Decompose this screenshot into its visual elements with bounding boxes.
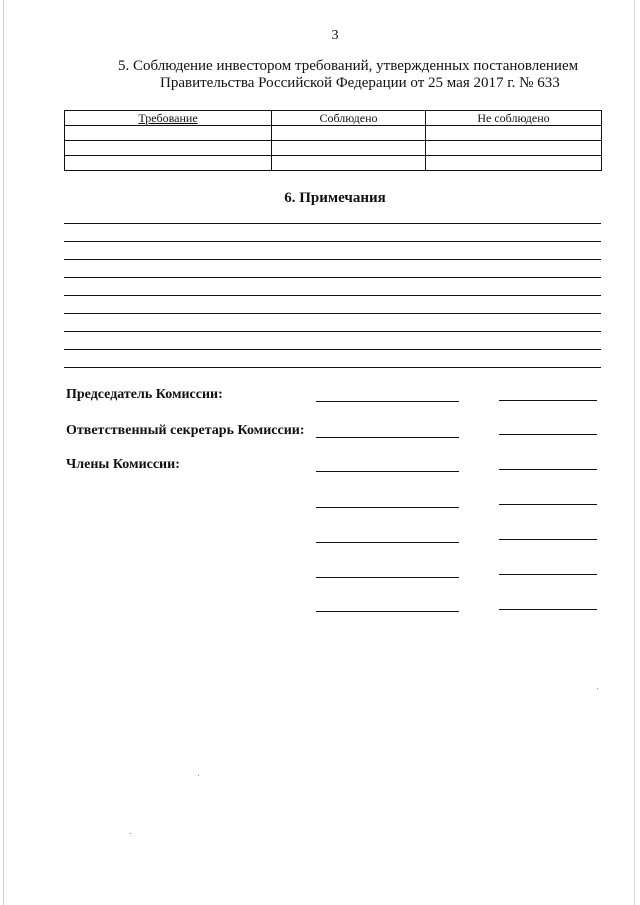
notes-line[interactable] bbox=[64, 295, 601, 296]
member-name-line[interactable] bbox=[499, 574, 597, 575]
member-signature-line[interactable] bbox=[316, 471, 459, 472]
table-cell[interactable] bbox=[426, 156, 602, 171]
table-cell[interactable] bbox=[426, 126, 602, 141]
table-header-row bbox=[65, 111, 602, 126]
table-cell[interactable] bbox=[65, 126, 272, 141]
notes-line[interactable] bbox=[64, 313, 601, 314]
notes-line[interactable] bbox=[64, 277, 601, 278]
page-edge-right bbox=[634, 0, 635, 905]
header-not-complied: Не соблюдено bbox=[426, 111, 602, 126]
section5-title-line1: 5. Соблюдение инвестором требований, утвержденных постановлением bbox=[118, 58, 579, 74]
section5-heading bbox=[118, 58, 578, 92]
section6-heading: 6. Примечания bbox=[284, 190, 386, 206]
table-row bbox=[65, 126, 602, 141]
requirements-table bbox=[64, 110, 602, 171]
table-cell[interactable] bbox=[65, 141, 272, 156]
scan-speck bbox=[597, 688, 598, 689]
member-name-line[interactable] bbox=[499, 504, 597, 505]
member-signature-line[interactable] bbox=[316, 542, 459, 543]
table-cell[interactable] bbox=[65, 156, 272, 171]
table-cell[interactable] bbox=[272, 156, 426, 171]
table-cell[interactable] bbox=[426, 141, 602, 156]
notes-line[interactable] bbox=[64, 331, 601, 332]
chairman-label: Председатель Комиссии: bbox=[66, 387, 223, 402]
members-label: Члены Комиссии: bbox=[66, 457, 180, 472]
member-name-line[interactable] bbox=[499, 609, 597, 610]
secretary-name-line[interactable] bbox=[499, 434, 597, 435]
scan-speck bbox=[130, 833, 131, 834]
table-row bbox=[65, 156, 602, 171]
member-signature-line[interactable] bbox=[316, 577, 459, 578]
secretary-signature-line[interactable] bbox=[316, 437, 459, 438]
member-name-line[interactable] bbox=[499, 469, 597, 470]
notes-line[interactable] bbox=[64, 259, 601, 260]
section5-title-line2: Правительства Российской Федерации от 25 мая 2017 г. № 633 bbox=[160, 75, 560, 91]
chairman-signature-line[interactable] bbox=[316, 401, 459, 402]
scan-speck bbox=[198, 775, 199, 776]
member-signature-line[interactable] bbox=[316, 507, 459, 508]
header-complied: Соблюдено bbox=[272, 111, 426, 126]
table-row bbox=[65, 141, 602, 156]
notes-line[interactable] bbox=[64, 223, 601, 224]
page-edge-left bbox=[3, 0, 4, 905]
header-requirement: Требование bbox=[65, 111, 272, 126]
notes-line[interactable] bbox=[64, 241, 601, 242]
table-cell[interactable] bbox=[272, 126, 426, 141]
member-name-line[interactable] bbox=[499, 539, 597, 540]
notes-line[interactable] bbox=[64, 349, 601, 350]
notes-line[interactable] bbox=[64, 367, 601, 368]
secretary-label: Ответственный секретарь Комиссии: bbox=[66, 423, 305, 438]
table-cell[interactable] bbox=[272, 141, 426, 156]
chairman-name-line[interactable] bbox=[499, 400, 597, 401]
page-number: 3 bbox=[331, 28, 339, 43]
member-signature-line[interactable] bbox=[316, 611, 459, 612]
